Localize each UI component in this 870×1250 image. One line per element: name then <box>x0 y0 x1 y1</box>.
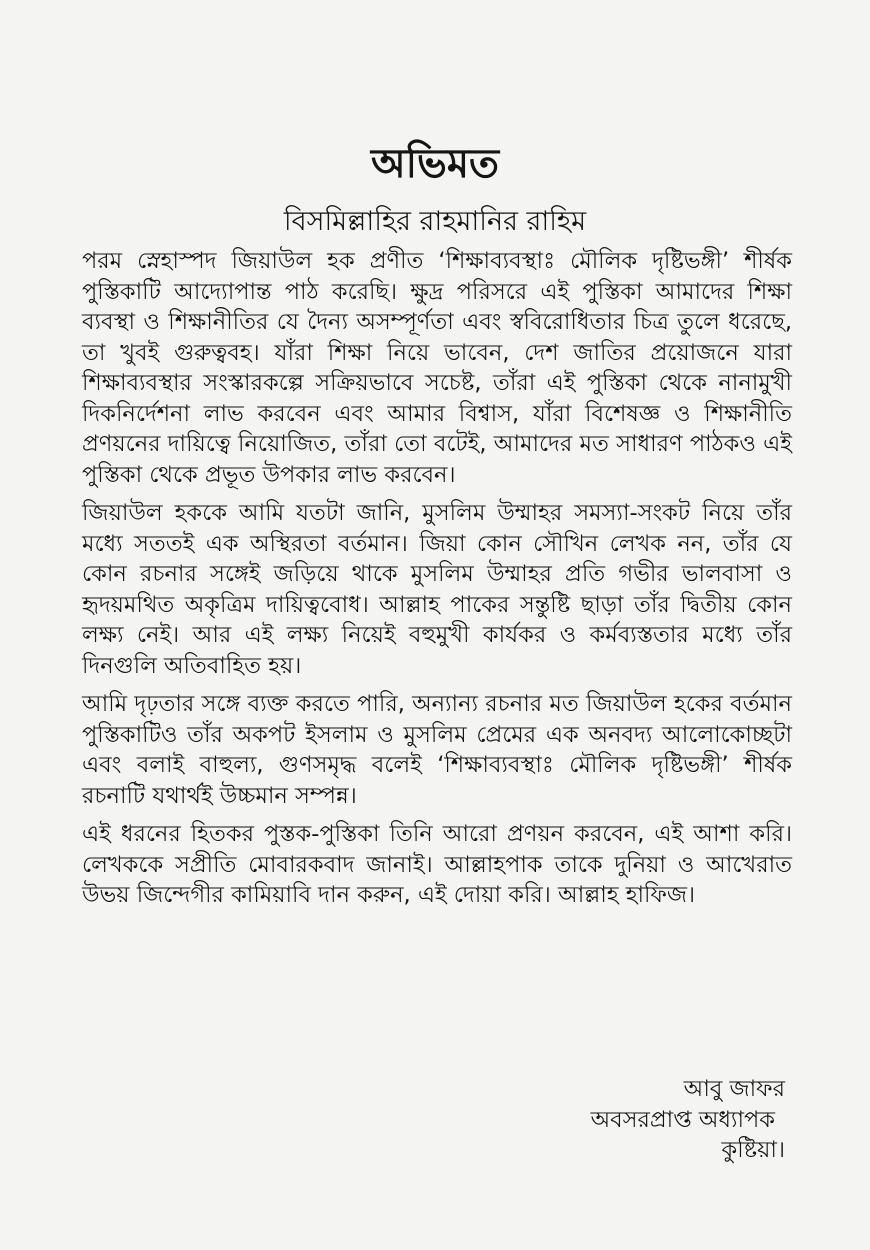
paragraph: পরম স্নেহাস্পদ জিয়াউল হক প্রণীত ‘শিক্ষাব্যবস্থাঃ মৌলিক দৃষ্টিভঙ্গী’ শীর্ষক পুস্তিকাটি আদ্যোপান্ত পাঠ করেছি। ক্ষুদ্র পরিসরে এই পুস্তিকা আমাদের শিক্ষা ব্যবস্থা ও শিক্ষানীতির যে দৈন্য অসম্পূর্ণতা এবং স্ববিরোধিতার চিত্র তুলে ধরেছে, তা খুবই গুরুত্ববহ। যাঁরা শিক্ষা নিয়ে ভাবেন, দেশ জাতির প্রয়োজনে যারা শিক্ষাব্যবস্থার সংস্কারকল্পে সক্রিয়ভাবে সচেষ্ট, তাঁরা এই পুস্তিকা থেকে নানামুখী দিকনির্দেশনা লাভ করবেন এবং আমার বিশ্বাস, যাঁরা বিশেষজ্ঞ ও শিক্ষানীতি প্রণয়নের দায়িত্বে নিয়োজিত, তাঁরা তো বটেই, আমাদের মত সাধারণ পাঠকও এই পুস্তিকা থেকে প্রভূত উপকার লাভ করবেন। <box>82 248 792 488</box>
bismillah-heading: বিসমিল্লাহির রাহমানির রাহিম <box>283 206 587 237</box>
body-text <box>82 246 792 911</box>
author-place: কুষ্টিয়া। <box>721 1137 785 1163</box>
paragraph: আমি দৃঢ়তার সঙ্গে ব্যক্ত করতে পারি, অন্যান্য রচনার মত জিয়াউল হকের বর্তমান পুস্তিকাটিও তাঁর অকপট ইসলাম ও মুসলিম প্রেমের এক অনবদ্য আলোকোচ্ছটা এবং বলাই বাহুল্য, গুণসমৃদ্ধ বলেই ‘শিক্ষাব্যবস্থাঃ মৌলিক দৃষ্টিভঙ্গী’ শীর্ষক রচনাটি যথার্থই উচ্চমান সম্পন্ন। <box>82 691 792 809</box>
paragraph: জিয়াউল হককে আমি যতটা জানি, মুসলিম উম্মাহর সমস্যা-সংকট নিয়ে তাঁর মধ্যে সততই এক অস্থিরতা বর্তমান। জিয়া কোন সৌখিন লেখক নন, তাঁর যে কোন রচনার সঙ্গেই জড়িয়ে থাকে মুসলিম উম্মাহর প্রতি গভীর ভালবাসা ও হৃদয়মথিত অকৃত্রিম দায়িত্ববোধ। আল্লাহ পাকের সন্তুষ্টি ছাড়া তাঁর দ্বিতীয় কোন লক্ষ্য নেই। আর এই লক্ষ্য নিয়েই বহুমুখী কার্যকর ও কর্মব্যস্ততার মধ্যে তাঁর দিনগুলি অতিবাহিত হয়। <box>82 500 792 679</box>
signature-block <box>591 1074 785 1166</box>
author-name: আবু জাফর <box>683 1076 785 1102</box>
paragraph: এই ধরনের হিতকর পুস্তক-পুস্তিকা তিনি আরো প্রণয়ন করবেন, এই আশা করি। লেখককে সপ্রীতি মোবারকবাদ জানাই। আল্লাহপাক তাকে দুনিয়া ও আখেরাত উভয় জিন্দেগীর কামিয়াবি দান করুন, এই দোয়া করি। আল্লাহ হাফিজ। <box>82 821 792 908</box>
page-title: অভিমত <box>370 140 500 187</box>
author-designation: অবসরপ্রাপ্ত অধ্যাপক <box>590 1106 775 1133</box>
